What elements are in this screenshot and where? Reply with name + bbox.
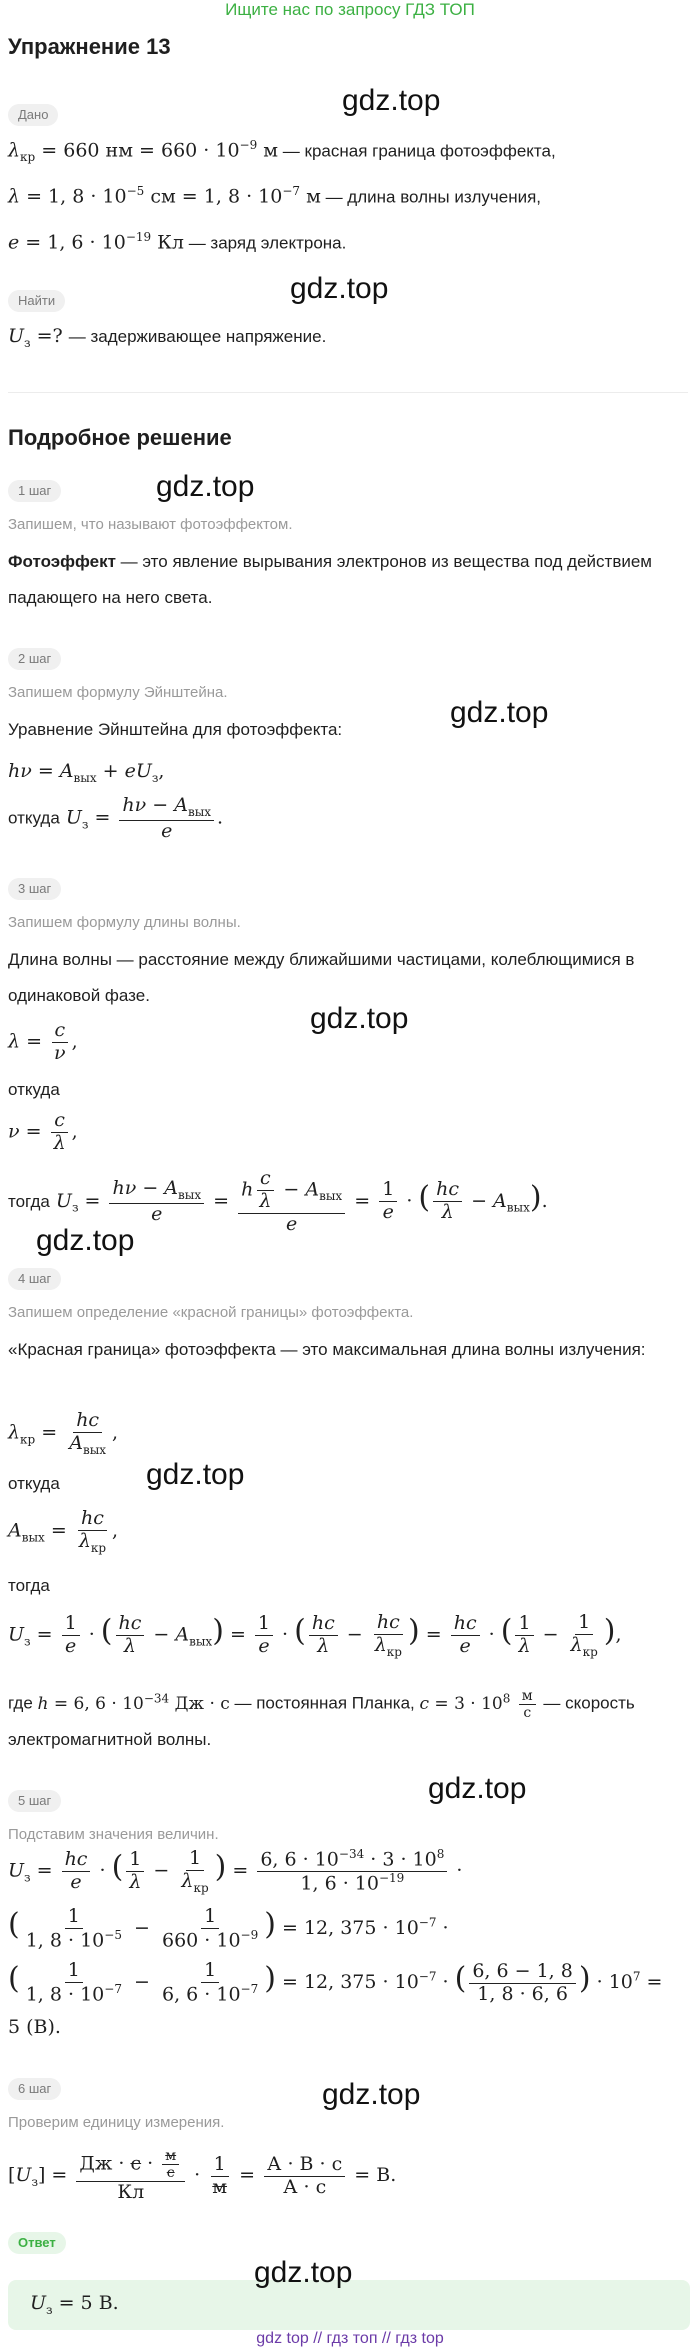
watermark-10: gdz.top [254,2256,353,2289]
a-vyh-eq: $A_{вых}$ = $\frac{hc}{\lambda_{кр}}$ , [8,1507,119,1555]
step5-pill: 5 шаг [8,1790,61,1812]
einstein-u: откуда $U_з$ = $\frac{h\nu - A_{вых}}{e}$ . [8,794,224,842]
given-pill: Дано [8,104,58,126]
lambda-kr-eq: $\lambda_{кр}$ = $\frac{hc}{A_{вых}}$ , [8,1409,119,1457]
watermark-4: gdz.top [450,696,549,729]
planck-text: где h = 6, $6 \cdot 10^{-34}$ Дж · с — постоянная Планка, $c = 3 \cdot 10^8$ $\frac{м}{с}$ — скорость электромагнитной волны. [8,1687,635,1749]
watermark-1: gdz.top [342,84,441,117]
top-banner[interactable]: Ищите нас по запросу ГДЗ ТОП [225,0,475,19]
lambda-eq: λ = $\frac{c}{\nu}$ , [8,1019,78,1064]
step2-pill: 2 шаг [8,648,61,670]
step1-pill: 1 шаг [8,480,61,502]
step2-note: Запишем формулу Эйнштейна. [8,684,228,701]
step4-text: «Красная граница» фотоэффекта — это максимальная длина волны излучения: [8,1340,646,1359]
step3-text: Длина волны — расстояние между ближайшими частицами, колеблющимися в одинаковой фазе. [8,950,635,1005]
answer-pill: Ответ [8,2232,66,2254]
togda-2: тогда [8,1576,50,1595]
calc-result: 5 (В). [8,2016,61,2038]
calc-line-3: ( $\frac{1}{1, 8 \cdot 10^{-7}}$ − $\frac{1}{6, 6 \cdot 10^{-7}}$ ) = 12, $375 \cdot 10^{-7}$ · ( $\frac{6, 6 - 1, 8}{1, 8 \cdot 6, 6}$ ) · $10^7$ = [8,1959,663,2006]
watermark-3: gdz.top [156,470,255,503]
step3-note: Запишем формулу длины волны. [8,914,241,931]
otkuda-1: откуда [8,1080,60,1099]
given-line-1: $\lambda_{кр} = 660$ нм = $660 \cdot 10^{-9}$ м — красная граница фотоэффекта, [8,138,556,165]
given-line-2: λ = 1, $8 \cdot 10^{-5}$ см = 1, $8 \cdot 10^{-7}$ м — длина волны излучения, [8,184,542,208]
step1-note: Запишем, что называют фотоэффектом. [8,516,293,533]
step2-text: Уравнение Эйнштейна для фотоэффекта: [8,720,343,739]
step5-note: Подставим значения величин. [8,1826,219,1843]
einstein-eq: $h\nu = A_{вых} + eU_з$, [8,760,165,785]
unit-check-eq: $[U_з]$ = Дж · с · $\frac{м}{с}$ Кл · $\frac{1}{м}$ = $\frac{А \cdot В \cdot с}{А \cdot с}$ = В. [8,2148,397,2204]
watermark-6: gdz.top [36,1224,135,1257]
togda-eq: тогда $U_з$ = $\frac{h\nu - A_{вых}}{e}$ = h $\frac{c}{\lambda}$ − $A_{вых}$ e = $\frac{1}{e}$ · ( $\frac{hc}{\lambda}$ − $A_{вых}$). [8,1167,548,1235]
step3-pill: 3 шаг [8,878,61,900]
watermark-8: gdz.top [428,1772,527,1805]
calc-line-1: $U_з$ = $\frac{hc}{e}$ · ( $\frac{1}{\lambda}$ − $\frac{1}{\lambda_{кр}}$ ) = $\frac{6, 6 \cdot 10^{-34} \cdot 3 \cdot 10^8}{1, 6 \cdot 10^{-19}}$ · [8,1847,463,1895]
step6-pill: 6 шаг [8,2078,61,2100]
find-line: $U_з$ =? — задерживающее напряжение. [8,325,327,350]
otkuda-2: откуда [8,1474,60,1493]
answer-eq: $U_з = 5$ В. [30,2292,119,2317]
nu-eq: ν = $\frac{c}{\lambda}$ , [8,1109,78,1154]
page-title: Упражнение 13 [8,34,171,59]
step4-note: Запишем определение «красной границы» фотоэффекта. [8,1304,414,1321]
find-pill: Найти [8,290,65,312]
step1-text: Фотоэффект — это явление вырывания электронов из вещества под действием падающего на него света. [8,552,652,607]
solution-title: Подробное решение [8,425,232,450]
calc-line-2: ( $\frac{1}{1, 8 \cdot 10^{-5}}$ − $\frac{1}{660 \cdot 10^{-9}}$ ) = 12, $375 \cdot 10^{-7}$ · [8,1905,449,1952]
step4-pill: 4 шаг [8,1268,61,1290]
u-full-eq: $U_з$ = $\frac{1}{e}$ · ( $\frac{hc}{\lambda}$ − $A_{вых}$) = $\frac{1}{e}$ · ( $\frac{hc}{\lambda}$ − $\frac{hc}{\lambda_{кр}}$ ) = $\frac{hc}{e}$ · ( $\frac{1}{\lambda}$ − $\frac{1}{\lambda_{кр}}$ ), [8,1611,622,1659]
step6-note: Проверим единицу измерения. [8,2114,225,2131]
watermark-9: gdz.top [322,2078,421,2111]
watermark-5: gdz.top [310,1002,409,1035]
given-line-3: e = 1, $6 \cdot 10^{-19}$ Кл — заряд электрона. [8,230,347,254]
watermark-7: gdz.top [146,1458,245,1491]
divider [8,392,688,393]
bottom-links[interactable]: gdz top // гдз топ // гдз top [256,2330,444,2347]
watermark-2: gdz.top [290,272,389,305]
